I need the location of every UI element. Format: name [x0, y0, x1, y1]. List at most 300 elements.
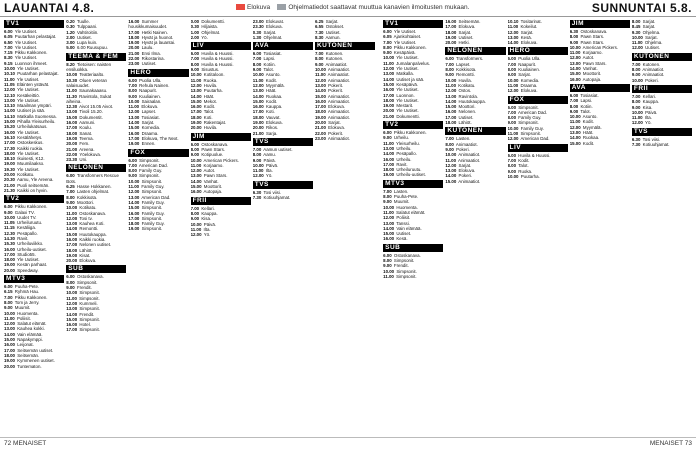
program-title: Simpsonit.: [79, 290, 100, 296]
program-time: 9.15: [4, 60, 13, 66]
channel-block: [4, 275, 64, 369]
program-title: Sarjat.: [328, 120, 341, 126]
program-time: 9.00: [252, 157, 262, 163]
program-title: Yö.: [265, 173, 273, 179]
program-time: 11.00: [507, 24, 519, 30]
program-time: 6.00: [4, 29, 13, 34]
program-title: Kauppa.: [265, 104, 283, 110]
program-title: Draama.: [520, 82, 538, 88]
program-time: 11.00: [4, 315, 15, 321]
channel-heading: MTV3: [4, 275, 64, 283]
program-title: Kodit.: [203, 104, 216, 110]
note-swatch-icon: [277, 4, 286, 10]
channel-block: [570, 20, 630, 82]
program-time: 6.25: [314, 19, 324, 24]
program-time: 9.00: [190, 216, 200, 222]
program-title: Urheilu-uutiset.: [396, 172, 426, 178]
program-title: Sarjat.: [520, 29, 534, 35]
program-title: Kutonen.: [325, 51, 344, 57]
channel-heading: TV2: [4, 195, 64, 203]
listing-column: [570, 19, 630, 436]
program-time: 14.00: [507, 40, 519, 46]
program-title: Elokuva.: [265, 24, 283, 30]
legend: [236, 2, 469, 14]
channel-heading: FOX: [128, 149, 188, 157]
program-title: Animaatiot.: [327, 67, 350, 73]
program-title: Matkalla Suomessa.: [17, 113, 57, 119]
program-entry: [191, 232, 251, 237]
program-time: 7.00: [128, 162, 137, 168]
program-title: Simpsonit.: [141, 189, 163, 195]
program-time: 10.00: [4, 310, 15, 316]
program-entry: [4, 268, 64, 273]
program-time: 8.00: [383, 194, 392, 200]
program-time: 20.30: [4, 177, 15, 183]
program-entry: [253, 35, 313, 40]
program-time: 10.00: [569, 114, 581, 120]
program-title: Kutonen.: [325, 56, 344, 62]
program-title: Laulu.: [141, 45, 154, 51]
program-time: 13.00: [66, 221, 78, 227]
program-title: Asunto.: [582, 114, 598, 120]
program-title: Urheilu-uutiset.: [17, 246, 47, 252]
program-title: Salatut elämät.: [17, 321, 47, 327]
program-time: 6.00: [383, 252, 392, 258]
program-time: 6.00: [128, 157, 137, 163]
program-time: 10.00: [507, 77, 519, 83]
program-title: Simpsonit.: [139, 157, 160, 163]
program-title: Kotiuuhjamat.: [263, 195, 291, 201]
program-time: 11.30: [66, 93, 77, 99]
program-time: 18.00: [4, 257, 15, 263]
program-time: 7.00: [4, 294, 13, 300]
program-title: Urheilu.: [396, 145, 412, 151]
listing-column: [445, 19, 505, 436]
program-entry: [315, 35, 375, 40]
program-time: 21.00: [383, 113, 395, 119]
program-time: 14.00: [190, 178, 202, 184]
channel-heading: FRII: [632, 85, 692, 93]
program-time: 13.00: [569, 60, 581, 66]
program-time: 9.00: [383, 135, 392, 141]
program-time: 13.10: [4, 103, 15, 109]
channel-heading: HERO: [508, 47, 568, 55]
program-title: Sarjat.: [642, 19, 656, 24]
program-entry: [383, 172, 443, 177]
program-time: 9.00: [383, 263, 392, 269]
program-title: Animaatiot.: [327, 109, 350, 115]
program-title: Transformers.: [456, 56, 484, 62]
program-title: Pawn Stars.: [580, 39, 605, 45]
program-title: Aamuni.: [79, 120, 96, 126]
program-title: Areena.: [79, 146, 95, 152]
program-title: Simpsonit.: [141, 215, 163, 221]
program-time: 11.00: [252, 168, 264, 174]
program-time: 9.00: [252, 67, 262, 73]
program-entry: [253, 195, 313, 200]
program-entry: [632, 78, 692, 83]
channel-block: [191, 19, 251, 40]
channel-heading: NELONEN: [66, 164, 126, 172]
program-title: Hetki Nainen.: [141, 29, 168, 35]
program-title: Family Guy.: [141, 210, 165, 216]
program-time: 9.00: [314, 61, 324, 67]
program-time: 9.00: [507, 120, 517, 126]
program-title: Naapurit.: [139, 88, 157, 94]
program-time: 23.00: [252, 19, 264, 24]
program-title: Tosiasiat.: [580, 92, 599, 98]
program-title: Pokerit.: [328, 130, 344, 136]
program-time: 8.00: [631, 99, 641, 105]
program-time: 6.30: [569, 29, 579, 34]
program-title: American Pickers.: [582, 44, 619, 50]
program-time: 14.00: [314, 88, 326, 94]
program-time: 15.00: [4, 119, 15, 125]
program-title: Pikku Kakkonen.: [14, 204, 48, 210]
program-time: 12.00: [507, 29, 519, 35]
program-title: Uudet TV.: [17, 214, 37, 220]
program-time: 14.00: [252, 93, 264, 99]
program-title: Aamu, Yle Areena.: [16, 177, 54, 183]
program-time: 6.00: [190, 51, 200, 57]
program-title: Urheiluviikko.: [17, 241, 44, 247]
program-title: Kauppa.: [642, 99, 660, 105]
program-entry: [191, 189, 251, 194]
program-time: 9.00: [631, 104, 641, 110]
program-time: 19.00: [4, 262, 15, 268]
program-time: 20.00: [4, 363, 15, 369]
program-title: Sarjat.: [645, 34, 658, 40]
program-title: Fem.: [79, 141, 90, 147]
program-title: Teatteriaalto.: [79, 72, 105, 78]
program-time: 14.00: [383, 76, 395, 82]
program-title: Yle Uutiset.: [14, 29, 38, 34]
program-time: 20.00: [314, 120, 326, 126]
program-time: 15.00: [383, 81, 395, 87]
program-time: 11.00: [190, 226, 202, 232]
program-title: Koulu.: [79, 125, 92, 131]
program-title: Simpsonit.: [141, 205, 163, 211]
program-title: Yle Uutiset.: [17, 150, 40, 156]
legend-note-label: Ohjelmatiedot saattavat muuttua kanavien ilmoitusten mukaan.: [288, 4, 470, 11]
program-title: Simpsonit.: [393, 257, 415, 263]
listing-column: [315, 19, 375, 436]
program-time: 1.20: [66, 29, 75, 35]
program-title: Remontti.: [79, 226, 99, 232]
program-time: 16.00: [4, 342, 15, 348]
movie-swatch-icon: [236, 4, 245, 10]
channel-block: [445, 19, 505, 45]
listing-columns: [4, 19, 692, 436]
program-time: 9.00: [128, 93, 137, 99]
program-entry: [66, 327, 126, 332]
program-title: Frendit.: [393, 263, 409, 269]
program-time: 6.00: [4, 204, 13, 210]
channel-block: [570, 84, 630, 146]
program-time: 13.00: [383, 220, 395, 226]
program-time: 23.00: [314, 135, 326, 141]
program-title: American Pickers.: [203, 157, 239, 163]
channel-heading: KUTONEN: [315, 42, 375, 50]
program-title: Lupa kuin.: [76, 40, 98, 46]
program-time: 14.00: [128, 120, 140, 126]
program-title: Kodit.: [582, 140, 595, 146]
program-time: 8.00: [569, 103, 579, 109]
program-time: 6.30: [252, 189, 262, 195]
program-time: 14.10: [4, 113, 15, 119]
channel-block: [66, 164, 126, 263]
program-entry: [632, 120, 692, 125]
program-time: 18.10: [4, 156, 15, 162]
program-title: Uutiset.: [645, 45, 660, 51]
program-title: Luonnon.: [396, 92, 415, 98]
program-title: Kesäpäivä.: [393, 50, 416, 56]
program-title: Häät.: [582, 130, 594, 136]
program-time: 17.00: [252, 109, 264, 115]
channel-heading: AVA: [253, 42, 313, 50]
program-time: 12.00: [66, 300, 78, 306]
program-time: 16.00: [190, 189, 202, 195]
program-title: Yle Uutiset.: [396, 108, 419, 114]
program-time: 9.00: [631, 72, 641, 78]
program-title: Simpsonit.: [79, 306, 100, 312]
program-time: 8.45: [631, 24, 641, 30]
program-title: Päivä.: [203, 221, 216, 227]
program-title: Huvila.: [458, 77, 472, 83]
program-time: 11.00: [569, 50, 581, 56]
program-time: 19.00: [383, 103, 395, 109]
program-title: Urheiluruutu.: [396, 167, 422, 173]
program-time: 9.00: [445, 146, 454, 152]
program-time: 11.00: [4, 76, 15, 82]
program-time: 1.30: [252, 34, 262, 40]
program-title: Lapsi.: [580, 98, 593, 104]
program-title: Lähiöt.: [79, 247, 93, 253]
program-time: 22.00: [314, 130, 326, 136]
program-time: 16.00: [128, 130, 140, 136]
program-time: 11.05: [4, 81, 15, 87]
program-time: 12.10: [4, 92, 15, 98]
program-time: 12.00: [190, 168, 202, 174]
program-title: Hasse Hokkanen.: [76, 184, 112, 190]
program-title: Simpsonit.: [141, 226, 163, 232]
program-title: Päivä.: [265, 162, 279, 168]
program-title: Ostoskanava.: [76, 274, 104, 280]
channel-heading: SUB: [383, 244, 443, 252]
program-title: Simpsonit.: [141, 178, 163, 184]
program-title: Kauppa.: [201, 210, 218, 216]
program-title: Sanat.: [79, 130, 93, 136]
program-time: 7.00: [569, 98, 579, 104]
program-title: Talot.: [580, 108, 591, 114]
program-title: Talot.: [518, 163, 529, 169]
program-time: 13.00: [445, 93, 457, 99]
listing-column: [383, 19, 443, 436]
program-entry: [632, 45, 692, 50]
program-entry: [253, 131, 313, 136]
channel-block: [632, 19, 692, 51]
program-title: Pikku Kakkonen.: [393, 130, 427, 136]
program-time: 14.00: [383, 151, 395, 157]
program-time: 11.05: [4, 220, 15, 226]
program-title: Kotitaloon.: [203, 72, 225, 78]
program-title: Animaatiot.: [458, 152, 481, 158]
program-time: 11.00: [66, 295, 77, 301]
channel-heading: TVS: [253, 181, 313, 189]
program-time: 19.00: [252, 120, 264, 126]
program-time: 12.00: [252, 82, 264, 88]
program-time: 8.00: [190, 146, 200, 152]
program-time: 10.30: [66, 77, 78, 83]
program-entry: [315, 136, 375, 141]
program-time: 11.00: [66, 210, 77, 216]
program-title: Studio55.: [17, 251, 36, 257]
program-time: 17.00: [128, 29, 140, 35]
program-time: 14.00: [66, 226, 78, 232]
program-entry: [128, 61, 188, 66]
program-title: Uutiset.: [76, 34, 92, 40]
program-time: 0.30: [66, 24, 75, 30]
program-title: Huvila & Huussi.: [201, 61, 234, 67]
channel-block: [632, 53, 692, 83]
program-title: Animaatiot.: [325, 61, 348, 67]
legend-movie-label: Elokuva: [247, 4, 271, 11]
program-title: Nelonen uutiset.: [79, 242, 112, 248]
program-title: Ilta.: [265, 168, 273, 174]
program-title: Elokuva, The Next.: [141, 135, 179, 141]
program-title: Animaatiot.: [458, 157, 481, 163]
program-title: Ohjelmat.: [201, 29, 221, 35]
program-time: 15.00: [314, 93, 326, 99]
program-title: Remontti.: [456, 72, 475, 78]
program-title: Hyvät ja lauantai.: [141, 40, 176, 46]
channel-block: [253, 19, 313, 40]
program-time: 7.00: [445, 61, 454, 67]
program-title: Urheilukatsaus.: [17, 124, 48, 130]
program-title: Vain elämää.: [17, 331, 43, 337]
program-title: Kodit.: [265, 77, 277, 83]
program-title: Kotikatu.: [79, 205, 97, 211]
program-title: Yle Uutiset.: [14, 44, 38, 50]
program-title: Kotiin.: [580, 103, 593, 109]
program-time: 21.30: [4, 187, 15, 193]
program-title: Kaikki on hyvin.: [17, 187, 48, 193]
program-title: Urheilu.: [396, 156, 412, 162]
program-time: 16.00: [445, 109, 457, 115]
channel-block: [383, 244, 443, 279]
program-time: 11.00: [631, 115, 643, 121]
program-time: 20.00: [66, 141, 78, 147]
program-title: Huutokauppa.: [79, 231, 107, 237]
program-time: 7.00: [631, 61, 641, 67]
program-time: 12.00: [507, 136, 519, 142]
program-time: 19.00: [314, 114, 326, 120]
program-title: Huvila & Huussi.: [201, 51, 234, 57]
program-time: 13.00: [445, 168, 457, 174]
channel-heading: TVS: [253, 138, 313, 146]
program-time: 15.00: [66, 316, 78, 322]
program-title: Simpsonit.: [139, 173, 160, 179]
program-title: Korjaamo.: [582, 50, 603, 56]
program-time: 13.00: [128, 194, 140, 200]
program-time: 20.00: [4, 267, 15, 273]
channel-heading: FRII: [191, 197, 251, 205]
program-time: 18.00: [190, 114, 202, 120]
program-title: Ostos.: [458, 88, 472, 94]
program-title: Aamu.: [263, 152, 276, 158]
program-title: Hotel.: [79, 322, 91, 328]
program-title: Dokumentti.: [396, 113, 420, 119]
listing-column: [128, 19, 188, 436]
program-title: Lähiöt.: [458, 120, 472, 126]
program-title: Simpsonit.: [79, 316, 100, 322]
program-time: 11.00: [190, 77, 202, 83]
program-title: Yle Uutiset.: [17, 129, 40, 135]
program-time: 7.00: [314, 51, 324, 57]
program-time: 18.00: [4, 352, 15, 358]
program-time: 11.15: [4, 225, 15, 231]
program-time: 13.00: [383, 145, 395, 151]
program-title: Animaatiot.: [327, 135, 350, 141]
channel-heading: TV1: [383, 20, 443, 28]
program-title: Tosi viisi.: [642, 136, 661, 142]
program-time: 23.00: [128, 61, 140, 67]
channel-block: [66, 19, 126, 51]
program-time: 9.00: [569, 108, 579, 114]
program-title: Mestarit.: [396, 103, 414, 109]
program-title: Asunto.: [265, 72, 281, 78]
program-title: Moottori.: [458, 104, 476, 110]
program-time: 8.00: [252, 152, 262, 158]
program-title: Kodit.: [518, 157, 530, 163]
program-title: Yle Uutiset.: [396, 55, 419, 61]
program-title: Elokuva.: [328, 104, 346, 110]
channel-block: [315, 42, 375, 141]
program-title: Kummeli.: [79, 300, 98, 306]
program-title: Kokeilut.: [520, 24, 538, 30]
program-time: 12.00: [4, 321, 15, 327]
program-time: 12.00: [128, 189, 140, 195]
program-title: Uutiset.: [396, 231, 412, 237]
program-title: Sarjat.: [458, 162, 472, 168]
program-time: 18.00: [445, 120, 457, 126]
program-time: 5.00: [66, 45, 75, 51]
program-time: 11.00: [569, 119, 581, 125]
program-time: 18.00: [66, 247, 78, 253]
program-title: Sarjat.: [263, 29, 277, 35]
program-time: 6.00: [383, 29, 392, 34]
program-title: Puutarha.: [203, 88, 223, 94]
program-title: Napakymppi.: [17, 337, 43, 343]
program-title: Puolia Ulla.: [139, 77, 162, 83]
program-time: 9.00: [190, 152, 200, 158]
program-time: 10.00: [190, 221, 202, 227]
program-time: 6.00: [507, 56, 517, 62]
program-title: Tietoisen: naisten ensiluokka.: [66, 61, 112, 73]
program-title: Kymmenen uutiset.: [17, 358, 55, 364]
channel-block: [253, 42, 313, 136]
channel-heading: KUTONEN: [632, 53, 692, 61]
program-time: 22.00: [128, 56, 140, 62]
channel-heading: HERO: [128, 69, 188, 77]
program-entry: [445, 40, 505, 45]
program-title: Family Guy.: [141, 199, 165, 205]
program-time: 16.00: [128, 19, 140, 24]
program-time: 8.30: [4, 55, 13, 61]
program-time: 8.00: [66, 279, 75, 285]
program-time: 15.00: [445, 178, 457, 184]
program-time: 19.00: [445, 34, 457, 40]
